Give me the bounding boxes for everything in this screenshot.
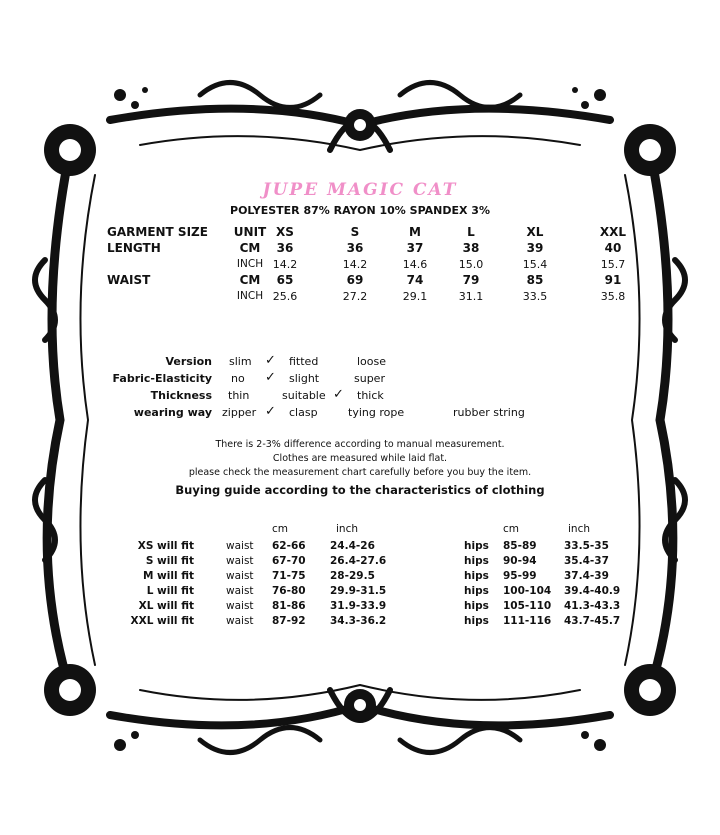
fit-inch: 35.4-37 bbox=[564, 555, 609, 567]
unit-header: UNIT bbox=[233, 225, 267, 239]
row-unit: INCH bbox=[236, 258, 264, 270]
note-line: please check the measurement chart carefully before you buy the item. bbox=[188, 467, 532, 478]
check-icon: ✓ bbox=[265, 353, 276, 368]
fit-inch: 31.9-33.9 bbox=[330, 600, 387, 612]
note-line: There is 2-3% difference according to manual measurement. bbox=[215, 439, 505, 450]
size-header: XS bbox=[276, 225, 294, 239]
fit-label: M will fit bbox=[142, 570, 194, 582]
fit-cm: 100-104 bbox=[503, 585, 552, 597]
fit-inch: 43.7-45.7 bbox=[564, 615, 621, 627]
size-header: S bbox=[350, 225, 360, 239]
table-cell: 36 bbox=[276, 241, 294, 255]
fit-inch: 41.3-43.3 bbox=[564, 600, 621, 612]
fit-inch: 28-29.5 bbox=[330, 570, 375, 582]
check-icon: ✓ bbox=[265, 370, 276, 385]
fit-cm: 71-75 bbox=[272, 570, 306, 582]
option: super bbox=[354, 372, 385, 385]
fit-cm: 111-116 bbox=[503, 615, 552, 627]
option: slim bbox=[229, 355, 252, 368]
fit-label: S will fit bbox=[145, 555, 194, 567]
fit-cm: 76-80 bbox=[272, 585, 306, 597]
fit-part: hips bbox=[464, 555, 489, 567]
fit-cm: 95-99 bbox=[503, 570, 537, 582]
fit-cm: 105-110 bbox=[503, 600, 552, 612]
size-header: L bbox=[467, 225, 475, 239]
fit-cm: 85-89 bbox=[503, 540, 537, 552]
fabric-composition: POLYESTER 87% RAYON 10% SPANDEX 3% bbox=[230, 204, 490, 217]
garment-size-header: GARMENT SIZE bbox=[107, 225, 208, 239]
row-unit: INCH bbox=[236, 290, 264, 302]
fit-label: XL will fit bbox=[138, 600, 194, 612]
fit-inch: 26.4-27.6 bbox=[330, 555, 387, 567]
table-cell: 15.4 bbox=[522, 258, 548, 271]
table-cell: 31.1 bbox=[458, 290, 484, 303]
fit-cm: 90-94 bbox=[503, 555, 537, 567]
table-cell: 14.2 bbox=[272, 258, 298, 271]
table-cell: 33.5 bbox=[522, 290, 548, 303]
option: clasp bbox=[289, 406, 318, 419]
table-cell: 25.6 bbox=[272, 290, 298, 303]
fit-cm: 81-86 bbox=[272, 600, 306, 612]
fit-part: waist bbox=[226, 600, 254, 612]
table-cell: 15.0 bbox=[458, 258, 484, 271]
fit-part: waist bbox=[226, 615, 254, 627]
fit-label: XXL will fit bbox=[130, 615, 194, 627]
fit-label: XS will fit bbox=[137, 540, 194, 552]
fit-part: waist bbox=[226, 555, 254, 567]
fit-part: waist bbox=[226, 570, 254, 582]
option: suitable bbox=[282, 389, 326, 402]
fit-part: hips bbox=[464, 600, 489, 612]
size-header: M bbox=[409, 225, 421, 239]
fit-part: hips bbox=[464, 615, 489, 627]
row-unit: CM bbox=[239, 273, 261, 287]
table-cell: 37 bbox=[406, 241, 424, 255]
row-label: LENGTH bbox=[107, 241, 161, 255]
option: thin bbox=[228, 389, 250, 402]
option: no bbox=[231, 372, 245, 385]
fit-part: waist bbox=[226, 540, 254, 552]
note-line: Clothes are measured while laid flat. bbox=[272, 453, 448, 464]
size-header: XXL bbox=[599, 225, 627, 239]
fit-label: L will fit bbox=[146, 585, 194, 597]
characteristic-label: wearing way bbox=[133, 406, 212, 419]
product-title: JUPE MAGIC CAT bbox=[262, 180, 458, 200]
fit-part: waist bbox=[226, 585, 254, 597]
table-cell: 65 bbox=[276, 273, 294, 287]
fit-inch: 24.4-26 bbox=[330, 540, 375, 552]
fit-cm: 62-66 bbox=[272, 540, 306, 552]
row-unit: CM bbox=[239, 241, 261, 255]
option: slight bbox=[289, 372, 320, 385]
check-icon: ✓ bbox=[333, 387, 344, 402]
table-cell: 38 bbox=[462, 241, 480, 255]
table-cell: 91 bbox=[604, 273, 622, 287]
fit-part: hips bbox=[464, 570, 489, 582]
table-cell: 14.6 bbox=[402, 258, 428, 271]
table-cell: 85 bbox=[526, 273, 544, 287]
table-cell: 27.2 bbox=[342, 290, 368, 303]
table-cell: 79 bbox=[462, 273, 480, 287]
table-cell: 69 bbox=[346, 273, 364, 287]
option: tying rope bbox=[348, 406, 405, 419]
table-cell: 36 bbox=[346, 241, 364, 255]
table-cell: 14.2 bbox=[342, 258, 368, 271]
row-label: WAIST bbox=[107, 273, 151, 287]
check-icon: ✓ bbox=[265, 404, 276, 419]
cm-header: cm bbox=[272, 523, 289, 535]
option: loose bbox=[357, 355, 387, 368]
option: zipper bbox=[222, 406, 257, 419]
fit-part: hips bbox=[464, 540, 489, 552]
table-cell: 15.7 bbox=[600, 258, 626, 271]
fit-cm: 67-70 bbox=[272, 555, 306, 567]
table-cell: 39 bbox=[526, 241, 544, 255]
table-cell: 74 bbox=[406, 273, 424, 287]
option: thick bbox=[357, 389, 384, 402]
fit-inch: 37.4-39 bbox=[564, 570, 609, 582]
fit-inch: 29.9-31.5 bbox=[330, 585, 387, 597]
size-header: XL bbox=[526, 225, 544, 239]
cm-header: cm bbox=[503, 523, 520, 535]
fit-part: hips bbox=[464, 585, 489, 597]
option: fitted bbox=[289, 355, 319, 368]
option: rubber string bbox=[453, 406, 525, 419]
fit-inch: 33.5-35 bbox=[564, 540, 609, 552]
characteristic-label: Version bbox=[165, 355, 212, 368]
characteristic-label: Thickness bbox=[150, 389, 212, 402]
table-cell: 29.1 bbox=[402, 290, 428, 303]
inch-header: inch bbox=[336, 523, 358, 535]
table-cell: 35.8 bbox=[600, 290, 626, 303]
buying-guide-title: Buying guide according to the characteristics of clothing bbox=[175, 483, 545, 497]
characteristic-label: Fabric-Elasticity bbox=[112, 372, 212, 385]
inch-header: inch bbox=[568, 523, 590, 535]
fit-inch: 34.3-36.2 bbox=[330, 615, 387, 627]
table-cell: 40 bbox=[604, 241, 622, 255]
fit-cm: 87-92 bbox=[272, 615, 306, 627]
fit-inch: 39.4-40.9 bbox=[564, 585, 621, 597]
